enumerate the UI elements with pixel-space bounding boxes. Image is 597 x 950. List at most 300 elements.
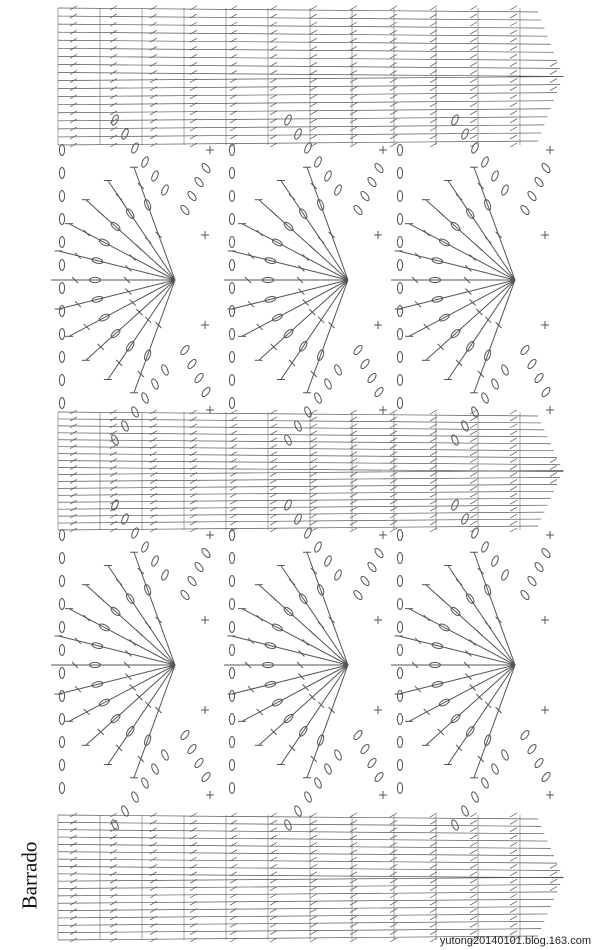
- rib-row-line: [58, 859, 557, 863]
- rib-stitch-mark: [150, 835, 157, 839]
- chain-stitch-symbol: [373, 771, 384, 783]
- chain-stitch-symbol: [480, 392, 489, 404]
- dc-cross-mark: [271, 595, 277, 601]
- rib-stitch-mark: [310, 521, 317, 525]
- chain-stitch-symbol: [397, 214, 402, 225]
- chain-stitch-symbol: [229, 306, 234, 317]
- rib-row-line: [58, 822, 541, 826]
- dc-cross-mark: [125, 674, 131, 680]
- dc-cross-mark: [496, 322, 502, 328]
- rib-stitch-mark: [150, 528, 157, 532]
- dc-cross-mark: [116, 194, 122, 200]
- chain-stitch-symbol: [397, 599, 402, 610]
- chain-stitch-symbol: [200, 386, 211, 398]
- chain-stitch-symbol: [59, 168, 64, 179]
- chain-stitch-symbol: [150, 378, 159, 390]
- rib-stitch-mark: [150, 879, 157, 883]
- dc-cross-mark: [298, 289, 304, 295]
- chain-stitch-symbol: [333, 749, 342, 761]
- rib-stitch-mark: [150, 6, 157, 10]
- rib-stitch-mark: [150, 445, 157, 449]
- rib-stitch-mark: [150, 22, 157, 26]
- rib-stitch-mark: [350, 864, 357, 868]
- rib-stitch-mark: [470, 521, 477, 525]
- chain-stitch-symbol: [110, 499, 119, 511]
- rib-stitch-mark: [390, 514, 397, 518]
- chain-stitch-symbol: [120, 420, 129, 432]
- chain-stitch-symbol: [397, 237, 402, 248]
- dc-cross-mark: [84, 230, 90, 236]
- rib-stitch-mark: [310, 62, 317, 66]
- rib-stitch-mark: [390, 438, 397, 442]
- chain-stitch-symbol: [186, 743, 197, 755]
- rib-stitch-mark: [350, 445, 357, 449]
- chain-stitch-symbol: [120, 513, 129, 525]
- chain-stitch-symbol: [229, 645, 234, 656]
- chain-stitch-symbol: [229, 237, 234, 248]
- double-crochet-symbol: [488, 205, 515, 280]
- rib-stitch-mark: [350, 62, 357, 66]
- rib-stitch-mark: [110, 813, 117, 817]
- rib-row-line: [58, 64, 560, 68]
- rib-stitch-mark: [510, 22, 517, 26]
- chain-stitch-symbol: [540, 771, 551, 783]
- chain-stitch-symbol: [59, 760, 64, 771]
- dc-cross-mark: [456, 579, 462, 585]
- rib-stitch-mark: [390, 54, 397, 58]
- rib-stitch-mark: [310, 820, 317, 824]
- chain-stitch-symbol: [397, 375, 402, 386]
- rib-stitch-mark: [470, 514, 477, 518]
- chain-stitch-symbol: [450, 114, 459, 126]
- rib-stitch-mark: [550, 79, 557, 83]
- rib-stitch-mark: [510, 135, 517, 139]
- dc-cross-mark: [116, 579, 122, 585]
- rib-row-line: [58, 837, 548, 841]
- rib-stitch-mark: [150, 410, 157, 414]
- rib-stitch-mark: [470, 916, 477, 920]
- rib-stitch-mark: [310, 135, 317, 139]
- chain-stitch-symbol: [303, 142, 312, 154]
- rib-row-line: [58, 844, 551, 848]
- chain-stitch-symbol: [59, 714, 64, 725]
- chain-stitch-symbol: [533, 372, 544, 384]
- rib-stitch-mark: [390, 22, 397, 26]
- dc-cross-mark: [415, 638, 421, 644]
- chain-stitch-symbol: [193, 757, 204, 769]
- dc-cross-mark: [84, 709, 90, 715]
- dc-cross-mark: [415, 253, 421, 259]
- rib-stitch-mark: [110, 879, 117, 883]
- chain-stitch-symbol: [450, 499, 459, 511]
- chain-stitch-symbol: [229, 329, 234, 340]
- chain-stitch-symbol: [480, 541, 489, 553]
- chain-stitch-symbol: [490, 555, 499, 567]
- chain-stitch-symbol: [366, 176, 377, 188]
- dc-cross-mark: [116, 360, 122, 366]
- rib-stitch-mark: [110, 6, 117, 10]
- dc-cross-mark: [271, 210, 277, 216]
- rib-stitch-mark: [510, 452, 517, 456]
- chain-stitch-symbol: [59, 214, 64, 225]
- double-crochet-symbol: [148, 280, 175, 355]
- rib-stitch-mark: [310, 507, 317, 511]
- rib-stitch-mark: [310, 486, 317, 490]
- chain-stitch-symbol: [397, 352, 402, 363]
- rib-stitch-mark: [350, 493, 357, 497]
- rib-stitch-mark: [510, 424, 517, 428]
- rib-stitch-mark: [150, 901, 157, 905]
- dc-cross-mark: [303, 254, 309, 260]
- rib-row-line: [58, 874, 563, 878]
- dc-cross-mark: [130, 685, 136, 691]
- chain-stitch-symbol: [59, 553, 64, 564]
- chain-stitch-symbol: [460, 420, 469, 432]
- rib-row-line: [58, 830, 544, 834]
- rib-stitch-mark: [110, 46, 117, 50]
- chain-stitch-symbol: [397, 306, 402, 317]
- rib-stitch-mark: [310, 431, 317, 435]
- rib-stitch-mark: [470, 438, 477, 442]
- chain-stitch-symbol: [130, 791, 139, 803]
- dc-cross-mark: [478, 371, 484, 377]
- rib-stitch-mark: [110, 87, 117, 91]
- chain-stitch-symbol: [397, 691, 402, 702]
- rib-stitch-mark: [350, 835, 357, 839]
- chain-stitch-symbol: [397, 283, 402, 294]
- chain-stitch-symbol: [500, 184, 509, 196]
- chain-stitch-symbol: [59, 283, 64, 294]
- chain-stitch-symbol: [470, 406, 479, 418]
- chain-stitch-symbol: [59, 737, 64, 748]
- rib-stitch-mark: [310, 445, 317, 449]
- dc-cross-mark: [311, 568, 317, 574]
- rib-stitch-mark: [310, 22, 317, 26]
- dc-cross-mark: [478, 756, 484, 762]
- rib-band-middle: [58, 410, 563, 532]
- rib-stitch-mark: [270, 410, 277, 414]
- rib-stitch-mark: [110, 127, 117, 131]
- dc-cross-mark: [470, 685, 476, 691]
- rib-stitch-mark: [150, 424, 157, 428]
- rib-stitch-mark: [310, 514, 317, 518]
- dc-cross-mark: [456, 360, 462, 366]
- rib-stitch-mark: [470, 842, 477, 846]
- rib-stitch-mark: [350, 431, 357, 435]
- chain-stitch-symbol: [229, 398, 234, 409]
- rib-stitch-mark: [510, 431, 517, 435]
- rib-stitch-mark: [390, 835, 397, 839]
- rib-stitch-mark: [470, 424, 477, 428]
- rib-stitch-mark: [310, 857, 317, 861]
- rib-stitch-mark: [270, 528, 277, 532]
- rib-stitch-mark: [510, 38, 517, 42]
- dc-cross-mark: [257, 324, 263, 330]
- rib-stitch-mark: [150, 111, 157, 115]
- rib-stitch-mark: [350, 916, 357, 920]
- rib-stitch-mark: [150, 916, 157, 920]
- dc-cross-mark: [415, 686, 421, 692]
- rib-stitch-mark: [350, 70, 357, 74]
- rib-stitch-mark: [110, 528, 117, 532]
- rib-stitch-mark: [390, 813, 397, 817]
- rib-stitch-mark: [350, 500, 357, 504]
- chain-stitch-symbol: [160, 364, 169, 376]
- rib-stitch-mark: [310, 879, 317, 883]
- rib-stitch-mark: [550, 459, 557, 463]
- rib-stitch-mark: [350, 901, 357, 905]
- chain-stitch-symbol: [397, 553, 402, 564]
- chain-stitch-symbol: [480, 156, 489, 168]
- rib-stitch-mark: [350, 452, 357, 456]
- rib-stitch-mark: [350, 507, 357, 511]
- rib-stitch-mark: [110, 923, 117, 927]
- rib-stitch-mark: [110, 916, 117, 920]
- rib-row-line: [58, 877, 563, 881]
- dc-cross-mark: [329, 232, 335, 238]
- rib-stitch-mark: [510, 500, 517, 504]
- dc-cross-mark: [311, 371, 317, 377]
- rib-stitch-mark: [510, 857, 517, 861]
- dc-cross-mark: [145, 237, 151, 243]
- rib-stitch-mark: [390, 103, 397, 107]
- chain-stitch-symbol: [352, 589, 363, 601]
- chain-stitch-symbol: [229, 783, 234, 794]
- rib-stitch-mark: [270, 127, 277, 131]
- rib-stitch-mark: [470, 87, 477, 91]
- chain-stitch-symbol: [160, 749, 169, 761]
- rib-stitch-mark: [390, 111, 397, 115]
- chain-stitch-symbol: [229, 260, 234, 271]
- rib-stitch-mark: [310, 828, 317, 832]
- rib-stitch-mark: [390, 938, 397, 942]
- chain-stitch-symbol: [59, 375, 64, 386]
- rib-stitch-mark: [310, 864, 317, 868]
- rib-stitch-mark: [390, 143, 397, 147]
- rib-stitch-mark: [150, 507, 157, 511]
- rib-stitch-mark: [310, 850, 317, 854]
- dc-cross-mark: [465, 674, 471, 680]
- rib-row-line: [58, 491, 554, 495]
- chain-stitch-symbol: [229, 760, 234, 771]
- fan-band-lower: [51, 499, 554, 831]
- rib-stitch-mark: [310, 87, 317, 91]
- rib-stitch-mark: [270, 514, 277, 518]
- dc-cross-mark: [289, 360, 295, 366]
- rib-stitch-mark: [390, 916, 397, 920]
- rib-stitch-mark: [310, 887, 317, 891]
- chain-stitch-symbol: [366, 372, 377, 384]
- chain-stitch-symbol: [397, 622, 402, 633]
- chain-stitch-symbol: [352, 344, 363, 356]
- rib-stitch-mark: [350, 931, 357, 935]
- rib-stitch-mark: [510, 879, 517, 883]
- rib-stitch-mark: [470, 500, 477, 504]
- rib-stitch-mark: [390, 864, 397, 868]
- dc-cross-mark: [75, 301, 81, 307]
- dc-cross-mark: [496, 707, 502, 713]
- double-crochet-symbol: [488, 590, 515, 665]
- chain-stitch-symbol: [130, 406, 139, 418]
- chain-stitch-symbol: [179, 729, 190, 741]
- dc-cross-mark: [318, 237, 324, 243]
- rib-stitch-mark: [390, 857, 397, 861]
- dc-cross-mark: [138, 756, 144, 762]
- chain-stitch-symbol: [366, 757, 377, 769]
- rib-stitch-mark: [510, 459, 517, 463]
- chain-stitch-symbol: [397, 530, 402, 541]
- rib-stitch-mark: [350, 842, 357, 846]
- rib-stitch-mark: [310, 30, 317, 34]
- chain-stitch-symbol: [229, 214, 234, 225]
- rib-stitch-mark: [350, 22, 357, 26]
- chain-stitch-symbol: [397, 260, 402, 271]
- dc-cross-mark: [470, 254, 476, 260]
- rib-row-line: [58, 440, 551, 444]
- chain-stitch-symbol: [200, 547, 211, 559]
- rib-stitch-mark: [470, 894, 477, 898]
- rib-stitch-mark: [110, 70, 117, 74]
- rib-stitch-mark: [510, 828, 517, 832]
- dc-cross-mark: [438, 210, 444, 216]
- rib-stitch-mark: [150, 514, 157, 518]
- chain-stitch-symbol: [59, 237, 64, 248]
- double-crochet-symbol: [148, 590, 175, 665]
- chain-stitch-symbol: [59, 352, 64, 363]
- rib-stitch-mark: [110, 111, 117, 115]
- double-crochet-symbol: [488, 280, 515, 355]
- rib-stitch-mark: [150, 850, 157, 854]
- chain-stitch-symbol: [540, 547, 551, 559]
- rib-stitch-mark: [350, 87, 357, 91]
- rib-stitch-mark: [390, 479, 397, 483]
- chain-stitch-symbol: [333, 364, 342, 376]
- rib-stitch-mark: [350, 466, 357, 470]
- rib-stitch-mark: [110, 103, 117, 107]
- dc-cross-mark: [289, 194, 295, 200]
- rib-stitch-mark: [390, 521, 397, 525]
- rib-stitch-mark: [510, 103, 517, 107]
- dc-cross-mark: [318, 702, 324, 708]
- dc-cross-mark: [298, 674, 304, 680]
- chain-stitch-symbol: [59, 691, 64, 702]
- rib-stitch-mark: [510, 872, 517, 876]
- rib-row-line: [58, 77, 563, 81]
- double-crochet-symbol: [488, 665, 515, 740]
- dc-cross-mark: [289, 745, 295, 751]
- rib-row-line: [58, 454, 557, 458]
- rib-stitch-mark: [550, 879, 557, 883]
- rib-stitch-mark: [470, 493, 477, 497]
- rib-stitch-mark: [390, 923, 397, 927]
- rib-stitch-mark: [310, 127, 317, 131]
- rib-row-line: [58, 40, 551, 44]
- chain-stitch-symbol: [59, 530, 64, 541]
- rib-stitch-mark: [310, 70, 317, 74]
- rib-stitch-mark: [270, 521, 277, 525]
- rib-band-bottom: [58, 813, 563, 942]
- chain-stitch-symbol: [229, 375, 234, 386]
- rib-stitch-mark: [550, 62, 557, 66]
- chain-stitch-symbol: [397, 737, 402, 748]
- rib-row-line: [58, 48, 554, 52]
- chain-stitch-symbol: [490, 378, 499, 390]
- rib-stitch-mark: [110, 62, 117, 66]
- rib-stitch-mark: [310, 813, 317, 817]
- rib-stitch-mark: [150, 79, 157, 83]
- rib-stitch-mark: [110, 54, 117, 58]
- chain-stitch-symbol: [229, 576, 234, 587]
- chain-stitch-symbol: [59, 145, 64, 156]
- rib-stitch-mark: [470, 62, 477, 66]
- rib-stitch-mark: [350, 479, 357, 483]
- rib-row-line: [58, 85, 560, 89]
- rib-stitch-mark: [350, 95, 357, 99]
- dc-cross-mark: [130, 254, 136, 260]
- chain-stitch-symbol: [59, 599, 64, 610]
- rib-band-top: [58, 6, 563, 147]
- rib-stitch-mark: [390, 445, 397, 449]
- chain-stitch-symbol: [59, 622, 64, 633]
- rib-stitch-mark: [110, 909, 117, 913]
- rib-stitch-mark: [310, 472, 317, 476]
- rib-row-line: [58, 477, 560, 481]
- dc-cross-mark: [318, 317, 324, 323]
- rib-stitch-mark: [510, 901, 517, 905]
- rib-stitch-mark: [150, 872, 157, 876]
- rib-stitch-mark: [310, 842, 317, 846]
- chain-stitch-symbol: [200, 162, 211, 174]
- rib-stitch-mark: [390, 417, 397, 421]
- rib-stitch-mark: [310, 417, 317, 421]
- rib-stitch-mark: [470, 901, 477, 905]
- chain-stitch-symbol: [490, 763, 499, 775]
- rib-stitch-mark: [110, 79, 117, 83]
- chain-stitch-symbol: [540, 162, 551, 174]
- chain-stitch-symbol: [397, 329, 402, 340]
- rib-row-line: [58, 16, 541, 20]
- rib-stitch-mark: [310, 424, 317, 428]
- rib-stitch-mark: [510, 46, 517, 50]
- chart-title: Barrado: [17, 841, 42, 909]
- rib-stitch-mark: [310, 931, 317, 935]
- rib-stitch-mark: [150, 521, 157, 525]
- rib-stitch-mark: [270, 14, 277, 18]
- chain-stitch-symbol: [323, 170, 332, 182]
- rib-stitch-mark: [310, 452, 317, 456]
- dc-cross-mark: [75, 686, 81, 692]
- rib-stitch-mark: [110, 459, 117, 463]
- fan-band-upper: [51, 114, 554, 446]
- dc-cross-mark: [75, 638, 81, 644]
- rib-stitch-mark: [350, 103, 357, 107]
- chain-stitch-symbol: [193, 561, 204, 573]
- rib-stitch-mark: [470, 103, 477, 107]
- chain-stitch-symbol: [283, 434, 292, 446]
- dc-cross-mark: [156, 707, 162, 713]
- rib-row-line: [58, 484, 557, 488]
- rib-stitch-mark: [350, 417, 357, 421]
- rib-stitch-mark: [150, 95, 157, 99]
- rib-stitch-mark: [270, 135, 277, 139]
- rib-stitch-mark: [470, 431, 477, 435]
- rib-stitch-mark: [350, 938, 357, 942]
- dc-cross-mark: [156, 617, 162, 623]
- rib-stitch-mark: [350, 54, 357, 58]
- dc-cross-mark: [156, 322, 162, 328]
- dc-cross-mark: [424, 615, 430, 621]
- rib-row-line: [58, 125, 544, 129]
